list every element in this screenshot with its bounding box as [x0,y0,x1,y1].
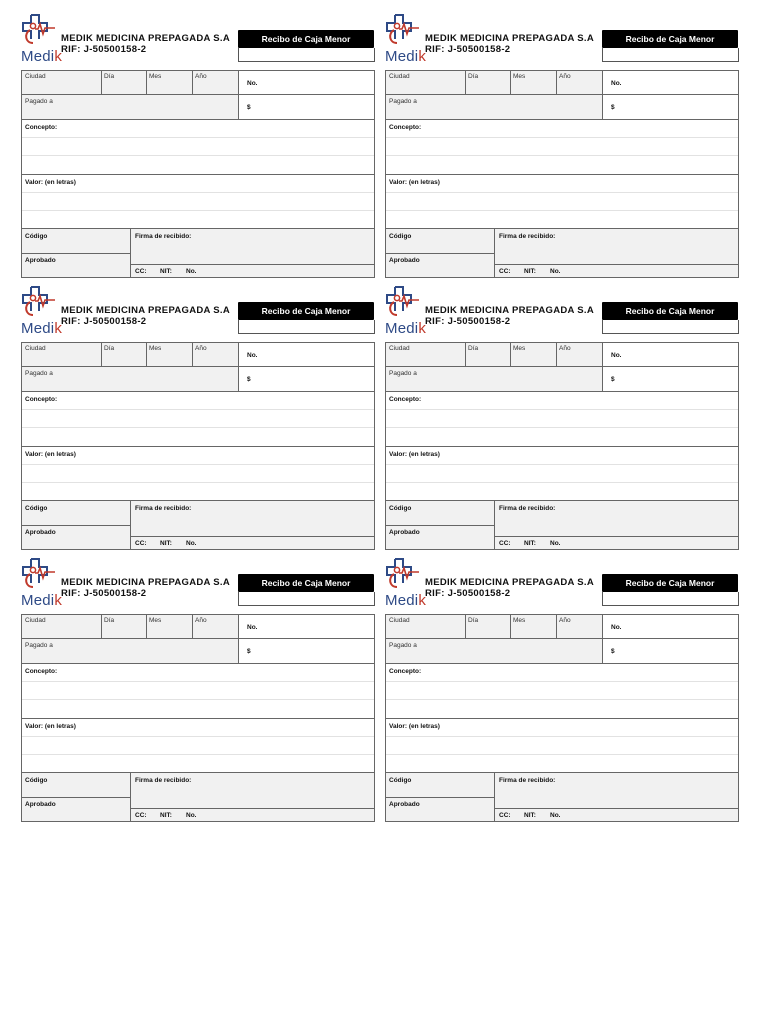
receipt [385,286,739,550]
valor-label: Valor: (en letras) [25,179,76,186]
company-rif: RIF: J-50500158-2 [61,44,147,55]
mes-label: Mes [513,73,526,80]
no2-label: No. [186,268,197,275]
mes-label: Mes [149,73,162,80]
no2-label: No. [186,812,197,819]
concepto-label: Concepto: [389,668,422,675]
pagado-label: Pagado a [389,98,417,105]
dollar-label: $ [611,104,615,111]
logo-wordmark: Medik [21,48,63,65]
nit-label: NIT: [524,540,536,547]
amount-value-area [239,639,374,663]
no-label: No. [611,80,622,87]
company-name: MEDIK MEDICINA PREPAGADA S.A [61,577,231,588]
firma-label: Firma de recibido: [135,233,192,240]
company-name: MEDIK MEDICINA PREPAGADA S.A [61,305,231,316]
aprobado-label: Aprobado [25,801,56,808]
receipt-title: Recibo de Caja Menor [602,574,738,592]
pagado-label: Pagado a [389,642,417,649]
valor-label: Valor: (en letras) [389,179,440,186]
no-label: No. [247,624,258,631]
pagado-label: Pagado a [25,98,53,105]
no-value-area [239,615,374,638]
cc-label: CC: [135,812,147,819]
nit-label: NIT: [160,812,172,819]
company-rif: RIF: J-50500158-2 [425,316,511,327]
receipt-form [385,342,739,550]
amount-value-area [603,95,738,119]
receipt [21,286,375,550]
codigo-label: Código [25,777,48,784]
mes-label: Mes [513,345,526,352]
aprobado-label: Aprobado [389,801,420,808]
concepto-area[interactable] [386,392,738,446]
dollar-label: $ [247,648,251,655]
medik-logo [385,558,427,614]
receipt-header [21,286,375,342]
receipt [385,14,739,278]
medik-logo [385,14,427,70]
ciudad-label: Ciudad [389,345,410,352]
amount-value-area [239,95,374,119]
mes-label: Mes [149,345,162,352]
ciudad-label: Ciudad [25,345,46,352]
concepto-label: Concepto: [389,396,422,403]
receipt-title: Recibo de Caja Menor [238,574,374,592]
concepto-area[interactable] [22,664,374,718]
receipt-number-field[interactable] [602,48,739,62]
receipt-header [385,558,739,614]
dollar-label: $ [611,648,615,655]
dia-label: Día [104,345,115,352]
amount-value-area [603,639,738,663]
anio-label: Año [559,617,571,624]
no-value-area [603,343,738,366]
valor-label: Valor: (en letras) [25,451,76,458]
no-label: No. [611,352,622,359]
receipt-title: Recibo de Caja Menor [238,302,374,320]
concepto-label: Concepto: [25,668,58,675]
firma-label: Firma de recibido: [499,505,556,512]
logo-wordmark: Medik [385,592,427,609]
anio-label: Año [559,73,571,80]
valor-label: Valor: (en letras) [25,723,76,730]
receipt-title: Recibo de Caja Menor [238,30,374,48]
firma-label: Firma de recibido: [135,777,192,784]
codigo-label: Código [25,505,48,512]
no2-label: No. [550,540,561,547]
amount-value-area [603,367,738,391]
no-value-area [603,615,738,638]
anio-label: Año [195,345,207,352]
codigo-label: Código [389,777,412,784]
ciudad-label: Ciudad [389,617,410,624]
receipt-number-field[interactable] [238,320,375,334]
aprobado-label: Aprobado [389,529,420,536]
receipt-form [21,70,375,278]
dia-label: Día [104,73,115,80]
firma-label: Firma de recibido: [499,777,556,784]
concepto-area[interactable] [22,392,374,446]
mes-label: Mes [513,617,526,624]
receipt [21,14,375,278]
receipt-header [385,286,739,342]
concepto-area[interactable] [386,664,738,718]
ciudad-label: Ciudad [389,73,410,80]
receipt-header [21,558,375,614]
anio-label: Año [559,345,571,352]
ciudad-label: Ciudad [25,73,46,80]
nit-label: NIT: [524,268,536,275]
no-label: No. [247,80,258,87]
receipt-number-field[interactable] [602,592,739,606]
cc-label: CC: [135,268,147,275]
mes-label: Mes [149,617,162,624]
aprobado-label: Aprobado [25,529,56,536]
concepto-area[interactable] [386,120,738,174]
firma-label: Firma de recibido: [135,505,192,512]
pagado-label: Pagado a [389,370,417,377]
anio-label: Año [195,617,207,624]
receipt-header [21,14,375,70]
company-rif: RIF: J-50500158-2 [425,588,511,599]
company-rif: RIF: J-50500158-2 [61,316,147,327]
no-label: No. [247,352,258,359]
receipt-form [385,70,739,278]
receipt-form [385,614,739,822]
receipt [21,558,375,822]
concepto-label: Concepto: [25,396,58,403]
amount-value-area [239,367,374,391]
company-name: MEDIK MEDICINA PREPAGADA S.A [425,577,595,588]
nit-label: NIT: [160,268,172,275]
dia-label: Día [104,617,115,624]
aprobado-label: Aprobado [389,257,420,264]
receipt-form [21,614,375,822]
codigo-label: Código [389,505,412,512]
cc-label: CC: [499,268,511,275]
company-rif: RIF: J-50500158-2 [61,588,147,599]
company-name: MEDIK MEDICINA PREPAGADA S.A [425,305,595,316]
pagado-label: Pagado a [25,642,53,649]
medik-logo [21,14,63,70]
aprobado-label: Aprobado [25,257,56,264]
dia-label: Día [468,345,479,352]
company-rif: RIF: J-50500158-2 [425,44,511,55]
logo-wordmark: Medik [21,320,63,337]
no2-label: No. [550,812,561,819]
dia-label: Día [468,73,479,80]
concepto-area[interactable] [22,120,374,174]
receipt-title: Recibo de Caja Menor [602,302,738,320]
anio-label: Año [195,73,207,80]
nit-label: NIT: [524,812,536,819]
codigo-label: Código [389,233,412,240]
company-name: MEDIK MEDICINA PREPAGADA S.A [61,33,231,44]
cc-label: CC: [135,540,147,547]
no-value-area [239,343,374,366]
dollar-label: $ [247,104,251,111]
receipt-number-field[interactable] [238,592,375,606]
dollar-label: $ [247,376,251,383]
no-label: No. [611,624,622,631]
receipt-title: Recibo de Caja Menor [602,30,738,48]
receipt-header [385,14,739,70]
medik-logo [21,558,63,614]
cc-label: CC: [499,812,511,819]
dia-label: Día [468,617,479,624]
valor-label: Valor: (en letras) [389,451,440,458]
concepto-label: Concepto: [389,124,422,131]
no-value-area [239,71,374,94]
cc-label: CC: [499,540,511,547]
receipt-number-field[interactable] [238,48,375,62]
logo-wordmark: Medik [385,48,427,65]
ciudad-label: Ciudad [25,617,46,624]
no-value-area [603,71,738,94]
firma-label: Firma de recibido: [499,233,556,240]
no2-label: No. [186,540,197,547]
dollar-label: $ [611,376,615,383]
valor-label: Valor: (en letras) [389,723,440,730]
no2-label: No. [550,268,561,275]
codigo-label: Código [25,233,48,240]
receipt-form [21,342,375,550]
pagado-label: Pagado a [25,370,53,377]
company-name: MEDIK MEDICINA PREPAGADA S.A [425,33,595,44]
logo-wordmark: Medik [385,320,427,337]
receipt-number-field[interactable] [602,320,739,334]
nit-label: NIT: [160,540,172,547]
receipt [385,558,739,822]
medik-logo [21,286,63,342]
concepto-label: Concepto: [25,124,58,131]
medik-logo [385,286,427,342]
logo-wordmark: Medik [21,592,63,609]
